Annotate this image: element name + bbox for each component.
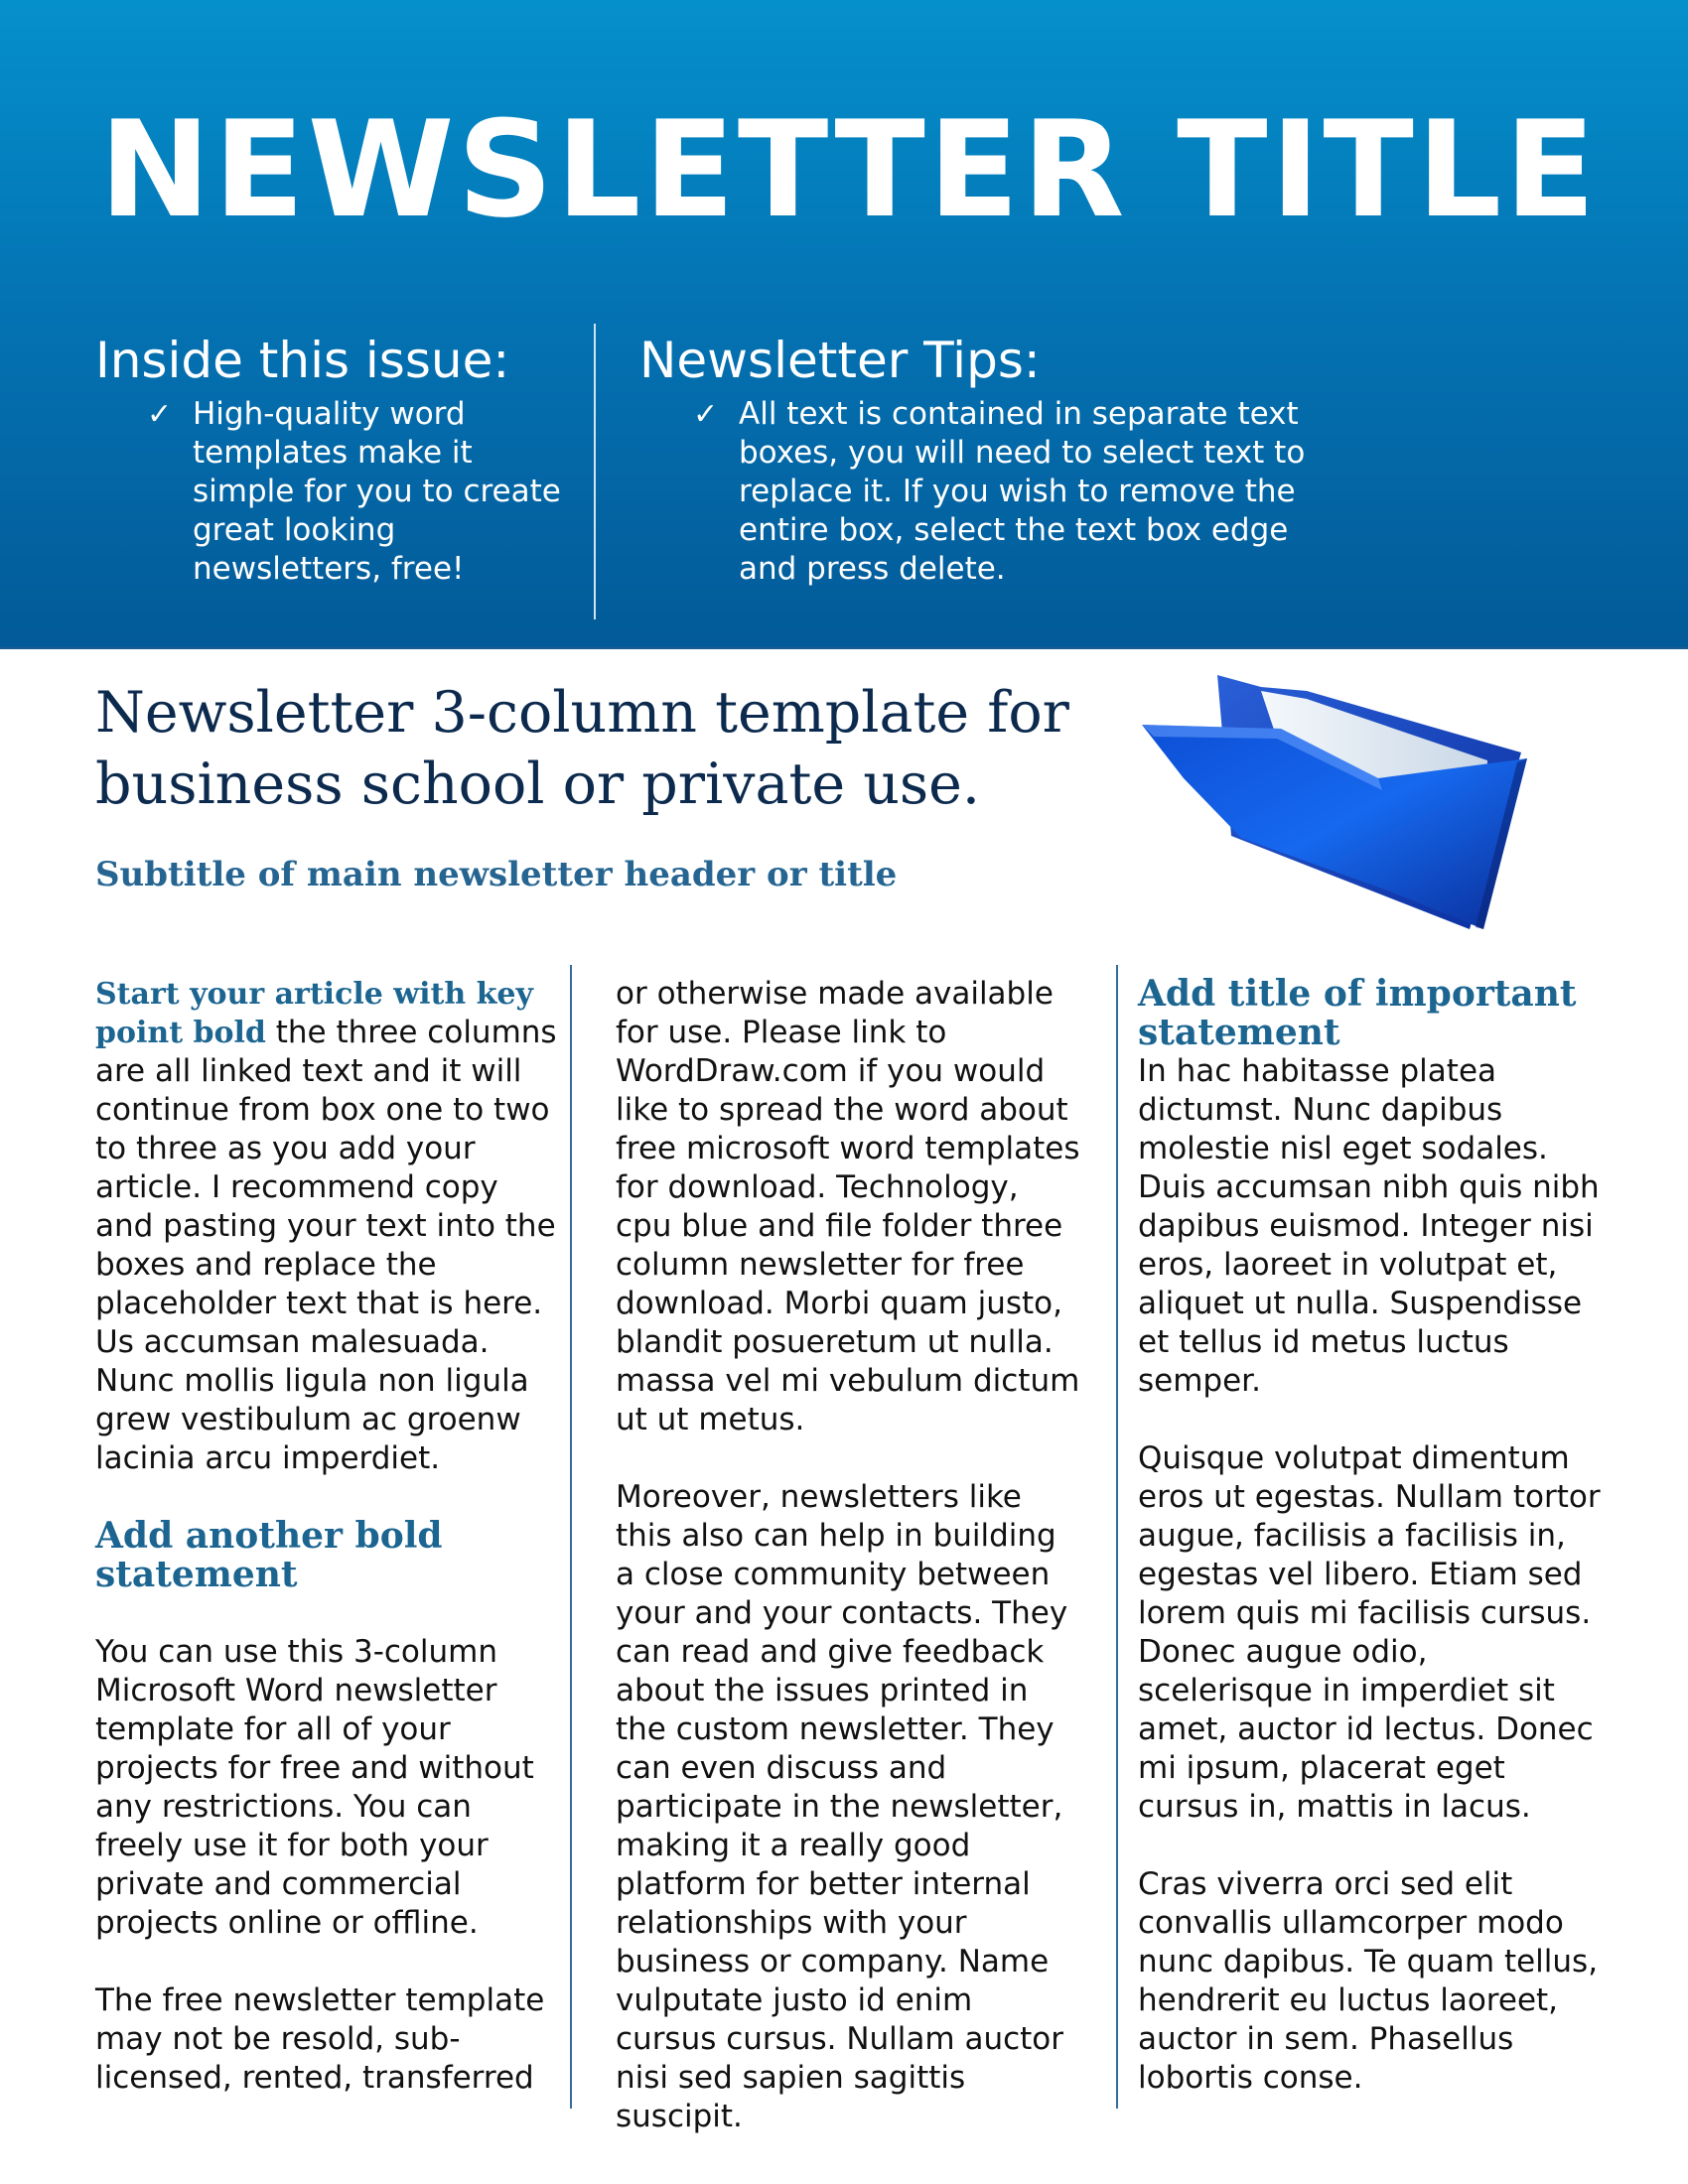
- column-3-paragraph-2: Quisque volutpat dimentum eros ut egestas. Nullam tortor augue, facilisis a facilisis in, egestas vel libero. Etiam sed lorem quis mi facilisis cursus. Donec augue odio, scelerisque in imperdiet sit amet, auctor id lectus. Donec mi ipsum, placerat eget cursus in, mattis in lacus.: [1138, 1440, 1601, 1825]
- inside-issue-item: [147, 395, 570, 589]
- column-divider-1: [570, 965, 572, 2109]
- inside-issue-list: [147, 395, 570, 589]
- newsletter-tips-item: [693, 395, 1335, 589]
- column-1-heading: Add another bold statement: [95, 1515, 443, 1595]
- column-3-paragraph-1: In hac habitasse platea dictumst. Nunc dapibus molestie nisl eget sodales. Duis accumsan nibh quis nibh dapibus euismod. Integer nisi eros, laoreet in volutpat et, aliquet ut nulla. Suspendisse et tellus id metus luctus semper.: [1138, 1053, 1600, 1399]
- check-icon: ✓: [693, 397, 719, 432]
- main-subtitle: Subtitle of main newsletter header or title: [95, 855, 898, 894]
- column-1: [95, 975, 562, 2098]
- column-3: [1138, 975, 1609, 2098]
- inside-issue-heading: Inside this issue:: [95, 332, 510, 389]
- newsletter-tips-list: [693, 395, 1335, 589]
- newsletter-tips-item-text: All text is contained in separate text boxes, you will need to select text to replace it. If you wish to remove the entire box, select the text box edge and press delete.: [739, 396, 1306, 587]
- check-icon: ✓: [147, 397, 173, 432]
- column-1-paragraph-1: [95, 975, 562, 1478]
- column-1-paragraph-2: You can use this 3-column Microsoft Word newsletter template for all of your projects for free and without any restrictions. You can freely use it for both your private and commercial projects online or offline.: [95, 1634, 534, 1941]
- file-folder-icon: [1132, 667, 1549, 935]
- banner-divider: [594, 324, 596, 619]
- column-2-paragraph-2: Moreover, newsletters like this also can help in building a close community between your and your contacts. They can read and give feedback about the issues printed in the custom newsletter. They can even discuss and participate in the newsletter, making it a really good platform for better internal relationships with your business or company. Name vulputate justo id enim cursus cursus. Nullam auctor nisi sed sapien sagittis suscipit.: [616, 1479, 1068, 2134]
- column-3-heading: Add title of important statement: [1138, 973, 1577, 1053]
- newsletter-tips-heading: Newsletter Tips:: [639, 332, 1041, 389]
- column-2-paragraph-1: or otherwise made available for use. Please link to WordDraw.com if you would like to spread the word about free microsoft word templates for download. Technology, cpu blue and file folder three column newsletter for free download. Morbi quam justo, blandit posueretum ut nulla. massa vel mi vebulum dictum ut ut metus.: [616, 976, 1080, 1437]
- inside-issue-item-text: High-quality word templates make it simple for you to create great looking newsletters, free!: [193, 396, 561, 587]
- newsletter-title: NEWSLETTER TITLE: [99, 92, 1599, 247]
- header-banner: [0, 0, 1688, 649]
- column-3-paragraph-3: Cras viverra orci sed elit convallis ullamcorper modo nunc dapibus. Te quam tellus, hendrerit eu luctus laoreet, auctor in sem. Phasellus lobortis conse.: [1138, 1866, 1599, 2096]
- column-1-paragraph-3: The free newsletter template may not be resold, sub-licensed, rented, transferred: [95, 1982, 545, 2096]
- main-headline: Newsletter 3-column template for business school or private use.: [95, 680, 1069, 817]
- column-2: [616, 975, 1082, 2136]
- column-divider-2: [1116, 965, 1118, 2109]
- column-1-lead-text: the three columns are all linked text and it will continue from box one to two to three as you add your article. I recommend copy and pasting your text into the boxes and replace the placeholder text that is here. Us accumsan malesuada. Nunc mollis ligula non ligula grew vestibulum ac groenw lacinia arcu imperdiet.: [95, 1015, 557, 1476]
- column-1-lead-bold: Start your article with key point bold: [95, 977, 533, 1050]
